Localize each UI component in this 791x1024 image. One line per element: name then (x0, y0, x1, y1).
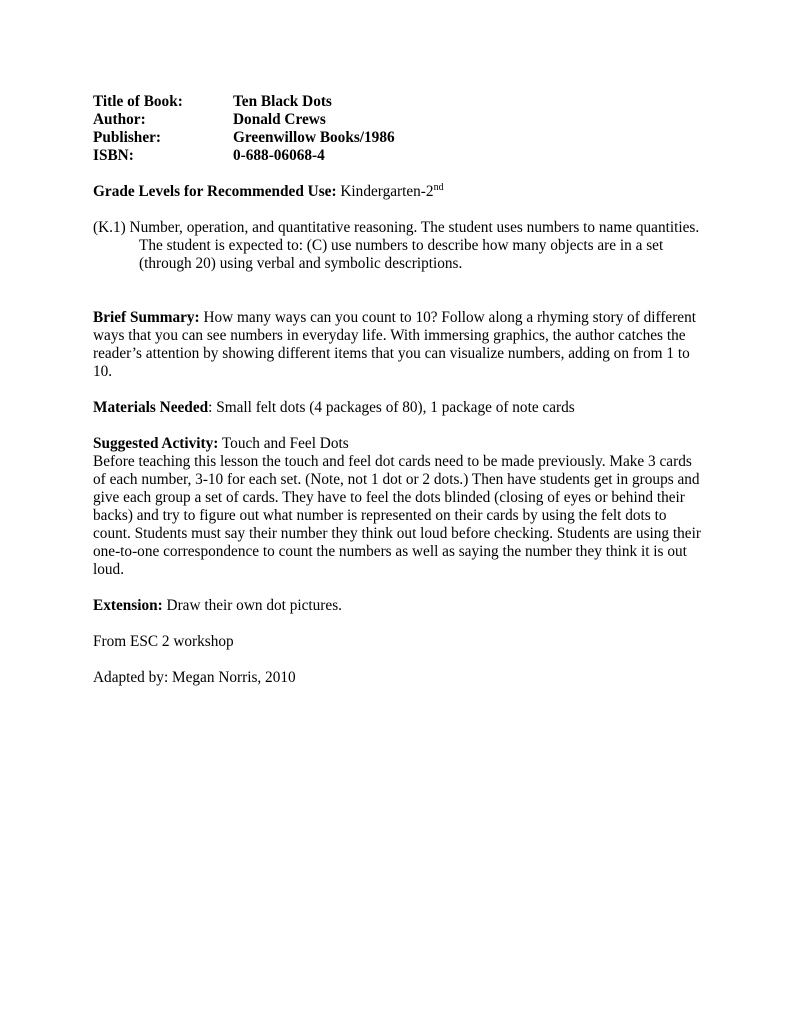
isbn-row (93, 147, 703, 165)
source-from: From ESC 2 workshop (93, 633, 234, 650)
activity-name: Touch and Feel Dots (218, 435, 349, 452)
author-row (93, 111, 703, 129)
brief-summary (93, 309, 703, 381)
activity-text: Before teaching this lesson the touch and feel dot cards need to be made previously. Make 3 cards of each number, 3-10 for each set. (Note, not 1 dot or 2 dots.) Then have students get in groups and give each group a set of cards. They have to feel the dots blinded (closing of eyes or behind their backs) and try to figure out what number is represented on their cards by using the felt dots to count. Students must say their number they think out loud before checking. Students are using their one-to-one correspondence to count the numbers as well as saying the number they think it is out loud. (93, 453, 701, 578)
grade-levels (93, 183, 703, 201)
title-value: Ten Black Dots (233, 93, 332, 110)
activity-heading (93, 435, 703, 453)
materials-label: Materials Needed (93, 399, 209, 416)
suggested-activity (93, 435, 703, 579)
grade-suffix: nd (433, 181, 444, 193)
materials-needed (93, 399, 703, 417)
extension-text: Draw their own dot pictures. (162, 597, 342, 614)
adapted-by: Adapted by: Megan Norris, 2010 (93, 669, 296, 686)
grade-label: Grade Levels for Recommended Use: (93, 183, 337, 200)
title-label: Title of Book: (93, 93, 183, 110)
teks-standard: (K.1) Number, operation, and quantitative reasoning. The student uses numbers to name quantities. The student is expected to: (C) use numbers to describe how many objects are in a set (through 20) using verbal and symbolic descriptions. (93, 219, 700, 272)
author-label: Author: (93, 111, 146, 128)
isbn-label: ISBN: (93, 147, 134, 164)
extension-label: Extension: (93, 597, 163, 614)
publisher-value: Greenwillow Books/1986 (233, 129, 395, 146)
isbn-value: 0-688-06068-4 (233, 147, 325, 164)
publisher-label: Publisher: (93, 129, 161, 146)
author-value: Donald Crews (233, 111, 326, 128)
book-info (93, 93, 703, 165)
grade-value: Kindergarten-2 (336, 183, 434, 200)
activity-label: Suggested Activity: (93, 435, 219, 452)
publisher-row (93, 129, 703, 147)
title-row (93, 93, 703, 111)
summary-text: How many ways can you count to 10? Follow along a rhyming story of different ways that you can see numbers in everyday life. With immersing graphics, the author catches the reader’s attention by showing different items that you can visualize numbers, adding on from 1 to 10. (93, 309, 696, 380)
extension (93, 597, 703, 615)
document-page (93, 93, 703, 687)
summary-label: Brief Summary: (93, 309, 200, 326)
materials-text: : Small felt dots (4 packages of 80), 1 package of note cards (208, 399, 575, 416)
